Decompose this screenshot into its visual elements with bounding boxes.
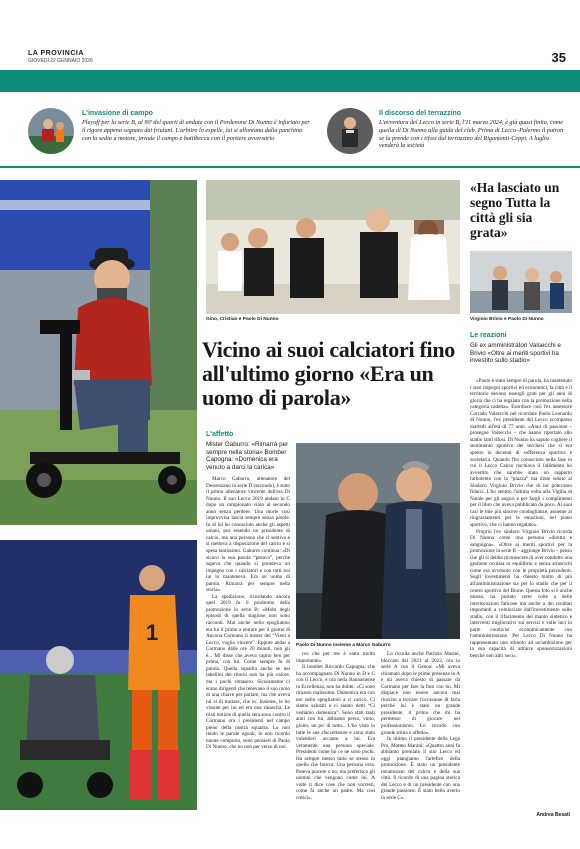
article-paragraph: Il bomber Riccardo Capogna, che ha accompagnato Di Nunno in D e C con il Lecco, e ora nella Bannasiense in Eccellenza, non ha dubbi: «Ci sono rimasto malissimo. Domenica era con noi nello spogliatoio a ci caricò. Ci siamo salutati e ci siamo detti “Ci vediamo domenica”. Sono stati tanti anni con lui, abbiamo perso, vinto, gioito, un po' di tutto... L'ho visto in tutte le sue sfaccettature e sono stato volentieri accanto a lui. Era veramente una persona speciale. Presidenti come lui ce ne sono pochi. Ha sempre messo tutto se stesso in quello che faceva. Una persona vera. Poteva piacere o no, ma preferisco gli uomini che vengono come lui. A volte ti dice cose che non vorresti, come fa anche un padre. Ma così cresci». <box>296 664 375 802</box>
teaser-photo-terrazzino <box>327 108 373 154</box>
photo-brivio-di-nunno <box>470 251 572 313</box>
teaser-title-terrazzino: Il discorso del terrazzino <box>379 110 462 117</box>
side-quote: «Ha lasciato un segno Tutta la città gli sia grata» <box>470 180 560 240</box>
photo-di-nunno-gaburro <box>296 443 460 639</box>
reazioni-kicker: Le reazioni <box>470 332 507 339</box>
teaser-text-terrazzino: L'avventura del Lecco in serie B, l'11 marzo 2024, è già quasi finita, come quella di Di Nunno alla guida del club. Prima di Lecco–Palermo il patron se la prende con i tifosi dal terrazzino del Rigamonti-Ceppi. A luglio venderà la società <box>379 119 564 150</box>
page-number: 35 <box>551 50 566 65</box>
teaser-photo-invasione <box>28 108 74 154</box>
article-paragraph: «Paolo è stato sempre di parola, ha mantenuto i suoi impegni sportivi ed economici, la città e il territorio devono essergli grati per gli anni di gloria che ci ha regalato con la promozione nella categoria cadetta». Esordisce così l'ex assessore Corrado Valsecchi nel ricordare Paolo Leonardo di Nunno, l'ex presidente del Lecco scomparso martedì all'età di 77 anni. «Anni di passione – prosegue Valsecchi – che hanno riportato allo stadio tanti tifosi. Di Nunno ha saputo cogliere il sentimento sportivo dei lecchesi che si era spento in decenni di sofferenza sportiva e societaria. Quando l'ho conosciuto nella fase in cui il Lecco Calcio rischiava il fallimento ho avvertito che sarebbe stato un rapporto turbolento con la “piazza” ma disse subito al Sindaco Virginio Brivio che di lui potevamo fidarci. L'ho sentito l'ultima volta alla Vigilia di Natale per gli auguri e per fargli i complimenti per il libro che aveva pubblicato da poco. Ai suoi cari le mie più sincere condoglianze, assieme ai ringraziamenti per le emozioni, nel piano sportivo, che ci hanno regalato». <box>470 378 572 529</box>
reazioni-summary: Gli ex amministratori Valsecchi e Brivio «Oltre ai meriti sportivi ha investito sullo stadio» <box>470 342 561 365</box>
masthead-name: LA PROVINCIA <box>28 50 84 57</box>
article-paragraph: La spedizione, ricordando ancora quel 2019 fu il prodromo della promozione in serie B: «Molti degli episodi di quella stagione non sono racconti. Mai anche nello spogliatoio era lui il primo a entrare per il giorno di Ancona Cormano il mister del “Vieni a Lecco, voglio vincere”. Eppure andai a Cormano dalle ore 20 minuti, non gli è... Mi disse che aveva capito ben per prima, con lui. Come sempre fu di parola. Quella squadra anche se nei tabellini dei ritorni non ha più valore, ma i pochi rimasero. Sicuramente ci erano dirigenti che tenevano il suo ruolo di una chiave per parlare, ma che aveva lui si di trattare, che io: Insieme, le ho vissute per lui ed era una rinascita. Le tristi notizie di quella sera sono contro il Cormano ora i presidenti nel campo pieno della nostra squadra. Lo non rendo le parole uguali, lo non ricordo niente comporta, sono pensieri di Paolo Di Nunno, che no non per verso di noi. <box>206 593 290 751</box>
teaser-title-invasione: L'invasione di campo <box>82 110 153 117</box>
masthead-date: GIOVEDÌ 22 GENNAIO 2026 <box>28 58 93 64</box>
header-bar <box>0 70 580 92</box>
caption-middle-photo: Paolo Di Nunno insieme a Marco Gaburro <box>296 643 391 648</box>
affetto-kicker: L'affetto <box>206 431 234 438</box>
article-paragraph: ivo che per me è stato molto importante». <box>296 651 375 664</box>
photo-portiere <box>0 540 197 810</box>
article-paragraph: Marco Gaburro, allenatore del Dessenzano in serie D (secondo), è stato il primo allenatore vincente dell'era Di Nunno. Il suo Lecco 2019 andato in C dopo un campionato vinto al secondo anno senza perdere. Una morte così improvvisa lascia sempre senza parole. Io di lui ho conosciuto anche gli aspetti umani, pur essendo un presidente di calcio, ma una persona che ci sentiva e si metteva a disposizione del calcio e si spesa tantissimo. Gaburro continua: «Di sicuro la sua parola “pesava”, perché sapeva che quando si prendeva un impegno con i calciatori e con tutti noi lui lo manteneva. Era un uomo di parola. Rimarrà per sempre nella storia». <box>206 476 290 594</box>
caption-top-photo: Gino, Cristian e Paolo Di Nunno <box>206 317 279 322</box>
photo-di-nunno-scooter <box>0 180 197 525</box>
article-paragraph: Proprio l'ex sindaco Virginio Brivio ricorda Di Nunno come una persona «diretta e sanguigna». «Oltre ai meriti sportivi per la promozione in serie B – aggiunge Brivio – penso che gli si debba riconoscere di aver condotto una gestione oculata in equilibrio e senza strascichi come era avvenuto con le proprietà precedenti. Sugli investimenti ha chiesto molto di più all'amministrazione sia per lo stadio che per il centro sportivo del Bione. Questa foto si è anche mosso, ha portato certe volte a delle interlocuzioni faticose ma anche a dei risultati importanti a cominciare dall'investimento sullo stadio, con il rifacimento del manto sintetico e interventi migliorativi sui servizi e sulle luci in parte condivisi economicamente con l'amministrazione. Per Lecco Di Nunno ha rappresentato uno stimolo ad un'ambizione per la sua capacità di attrarre sponsorizzazioni benché non altri soci». <box>470 528 572 659</box>
svg-text:1: 1 <box>146 620 159 645</box>
caption-side-photo: Virginio Brivio e Paolo Di Nunno <box>470 317 544 322</box>
teaser-text-invasione: Playoff per la serie B, al 90' del quarti di andata con il Pordenone Di Nunno è infuriato per il rigore appena segnato dai friulani. L'arbitro lo espelle, lui si allontana dalla panchina con la sedia a motore, invade il campo e battibecca con il portiere avversario <box>82 119 310 142</box>
article-column-2 <box>296 651 460 816</box>
photo-famiglia-di-nunno <box>206 180 460 314</box>
teaser-divider <box>0 166 580 168</box>
article-column-1 <box>206 476 290 816</box>
headline: Vicino ai suoi calciatori fino all'ultimo giorno «Era un uomo di parola» <box>202 337 455 410</box>
article-signature: Andrea Besati <box>536 812 570 818</box>
article-column-3 <box>470 378 572 810</box>
article-paragraph: In ultimo il presidente della Lega Pro, Matteo Marani: «Quattro anni fa abbiamo premiato il suo Lecco ed oggi piangiamo l'artefice della promozione. È stato un presidente innamorato del calcio e della sua città. Il ricordo di una pagina storica del Lecco e di un presidente con una grande passione. È stato bello averlo in serie C». <box>381 736 460 802</box>
article-paragraph: Lo ricorda anche Patrizio Masini, bloccato dal 2021 al 2022, ora in serie A con il Genoa: «Mi aveva chiamato dopo le prime presenze in A e mi aveva chiesto di passare da Cormano per fare la foto con lui. Mi dispiace non essere ancora mai riuscito a trovare l'occasione di farla perché lui è stato un grande presidente, il primo che mi ha permesso di giocare nel professionismo. Lo ricordo con grande stima e affetto». <box>381 651 460 736</box>
affetto-summary: Mister Gaburro: «Rimarrà per sempre nella storia» Bomber Capogna: «Domenica era venuto a darci la carica» <box>206 441 289 471</box>
